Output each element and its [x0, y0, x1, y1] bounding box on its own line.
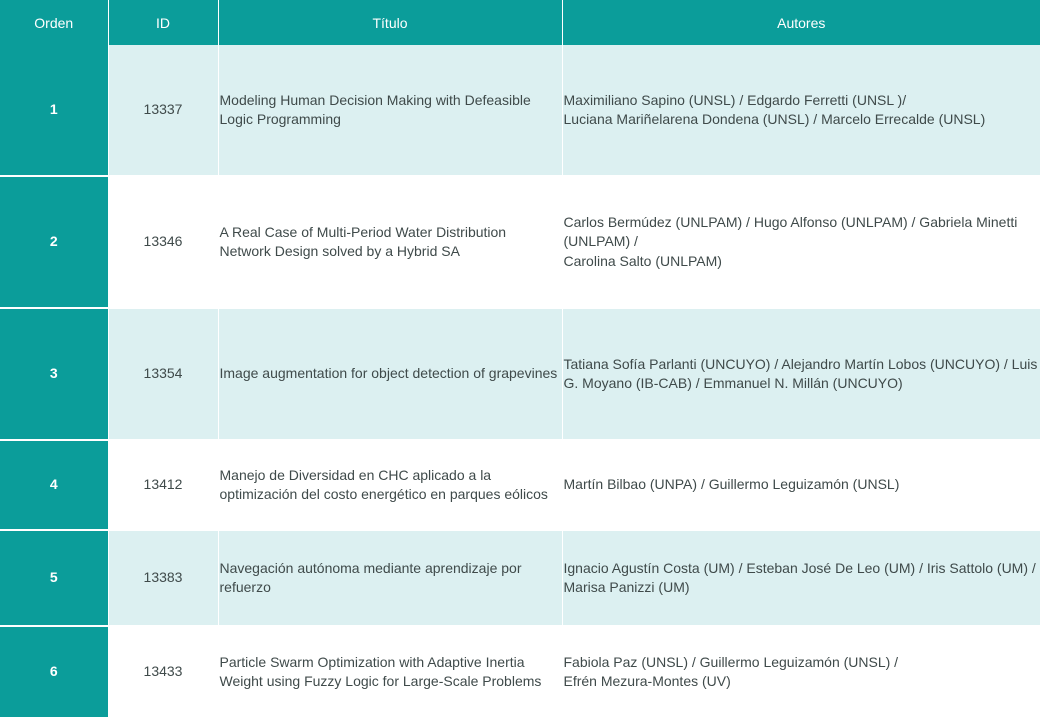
- titulo-cell: Particle Swarm Optimization with Adaptive Inertia Weight using Fuzzy Logic for Large-Scale Problems: [218, 626, 562, 718]
- table-row: [0, 176, 1040, 308]
- autores-cell: [562, 440, 1040, 530]
- header-id: ID: [108, 0, 218, 45]
- titulo-cell: Image augmentation for object detection of grapevines: [218, 308, 562, 440]
- orden-cell: 6: [0, 626, 108, 718]
- orden-cell: 1: [0, 45, 108, 176]
- table-row: [0, 308, 1040, 440]
- header-row: [0, 0, 1040, 45]
- orden-cell: 2: [0, 176, 108, 308]
- titulo-cell: Modeling Human Decision Making with Defeasible Logic Programming: [218, 45, 562, 176]
- titulo-cell: Navegación autónoma mediante aprendizaje por refuerzo: [218, 530, 562, 626]
- autores-cell: [562, 308, 1040, 440]
- id-cell: 13412: [108, 440, 218, 530]
- autores-line: Fabiola Paz (UNSL) / Guillermo Leguizamón (UNSL) /: [563, 653, 899, 670]
- id-cell: 13337: [108, 45, 218, 176]
- id-cell: 13346: [108, 176, 218, 308]
- table-header: [0, 0, 1040, 45]
- orden-cell: 3: [0, 308, 108, 440]
- autores-line: Carlos Bermúdez (UNLPAM) / Hugo Alfonso (UNLPAM) / Gabriela Minetti (UNLPAM) /: [563, 213, 1018, 250]
- id-cell: 13354: [108, 308, 218, 440]
- autores-cell: [562, 45, 1040, 176]
- titulo-cell: Manejo de Diversidad en CHC aplicado a la optimización del costo energético en parques eólicos: [218, 440, 562, 530]
- id-cell: 13383: [108, 530, 218, 626]
- header-autores: Autores: [562, 0, 1040, 45]
- autores-cell: [562, 176, 1040, 308]
- id-cell: 13433: [108, 626, 218, 718]
- orden-cell: 4: [0, 440, 108, 530]
- header-orden: Orden: [0, 0, 108, 45]
- autores-cell: [562, 530, 1040, 626]
- autores-line: Luciana Mariñelarena Dondena (UNSL) / Marcelo Errecalde (UNSL): [563, 111, 986, 127]
- orden-cell: 5: [0, 530, 108, 626]
- autores-line: Tatiana Sofía Parlanti (UNCUYO) / Alejandro Martín Lobos (UNCUYO) / Luis G. Moyano (IB-CAB) / Emmanuel N. Millán (UNCUYO): [563, 355, 1038, 391]
- table-row: [0, 530, 1040, 626]
- table-row: [0, 626, 1040, 718]
- table-row: [0, 45, 1040, 176]
- autores-line: Efrén Mezura-Montes (UV): [563, 673, 731, 689]
- autores-line: Ignacio Agustín Costa (UM) / Esteban José De Leo (UM) / Iris Sattolo (UM) / Marisa Panizzi (UM): [563, 559, 1036, 595]
- table-body: [0, 45, 1040, 718]
- autores-cell: [562, 626, 1040, 718]
- autores-line: Carolina Salto (UNLPAM): [563, 252, 722, 269]
- header-titulo: Título: [218, 0, 562, 45]
- autores-line: Maximiliano Sapino (UNSL) / Edgardo Ferretti (UNSL )/: [563, 91, 907, 108]
- table-row: [0, 440, 1040, 530]
- autores-line: Martín Bilbao (UNPA) / Guillermo Leguizamón (UNSL): [563, 476, 900, 493]
- titulo-cell: A Real Case of Multi-Period Water Distribution Network Design solved by a Hybrid SA: [218, 176, 562, 308]
